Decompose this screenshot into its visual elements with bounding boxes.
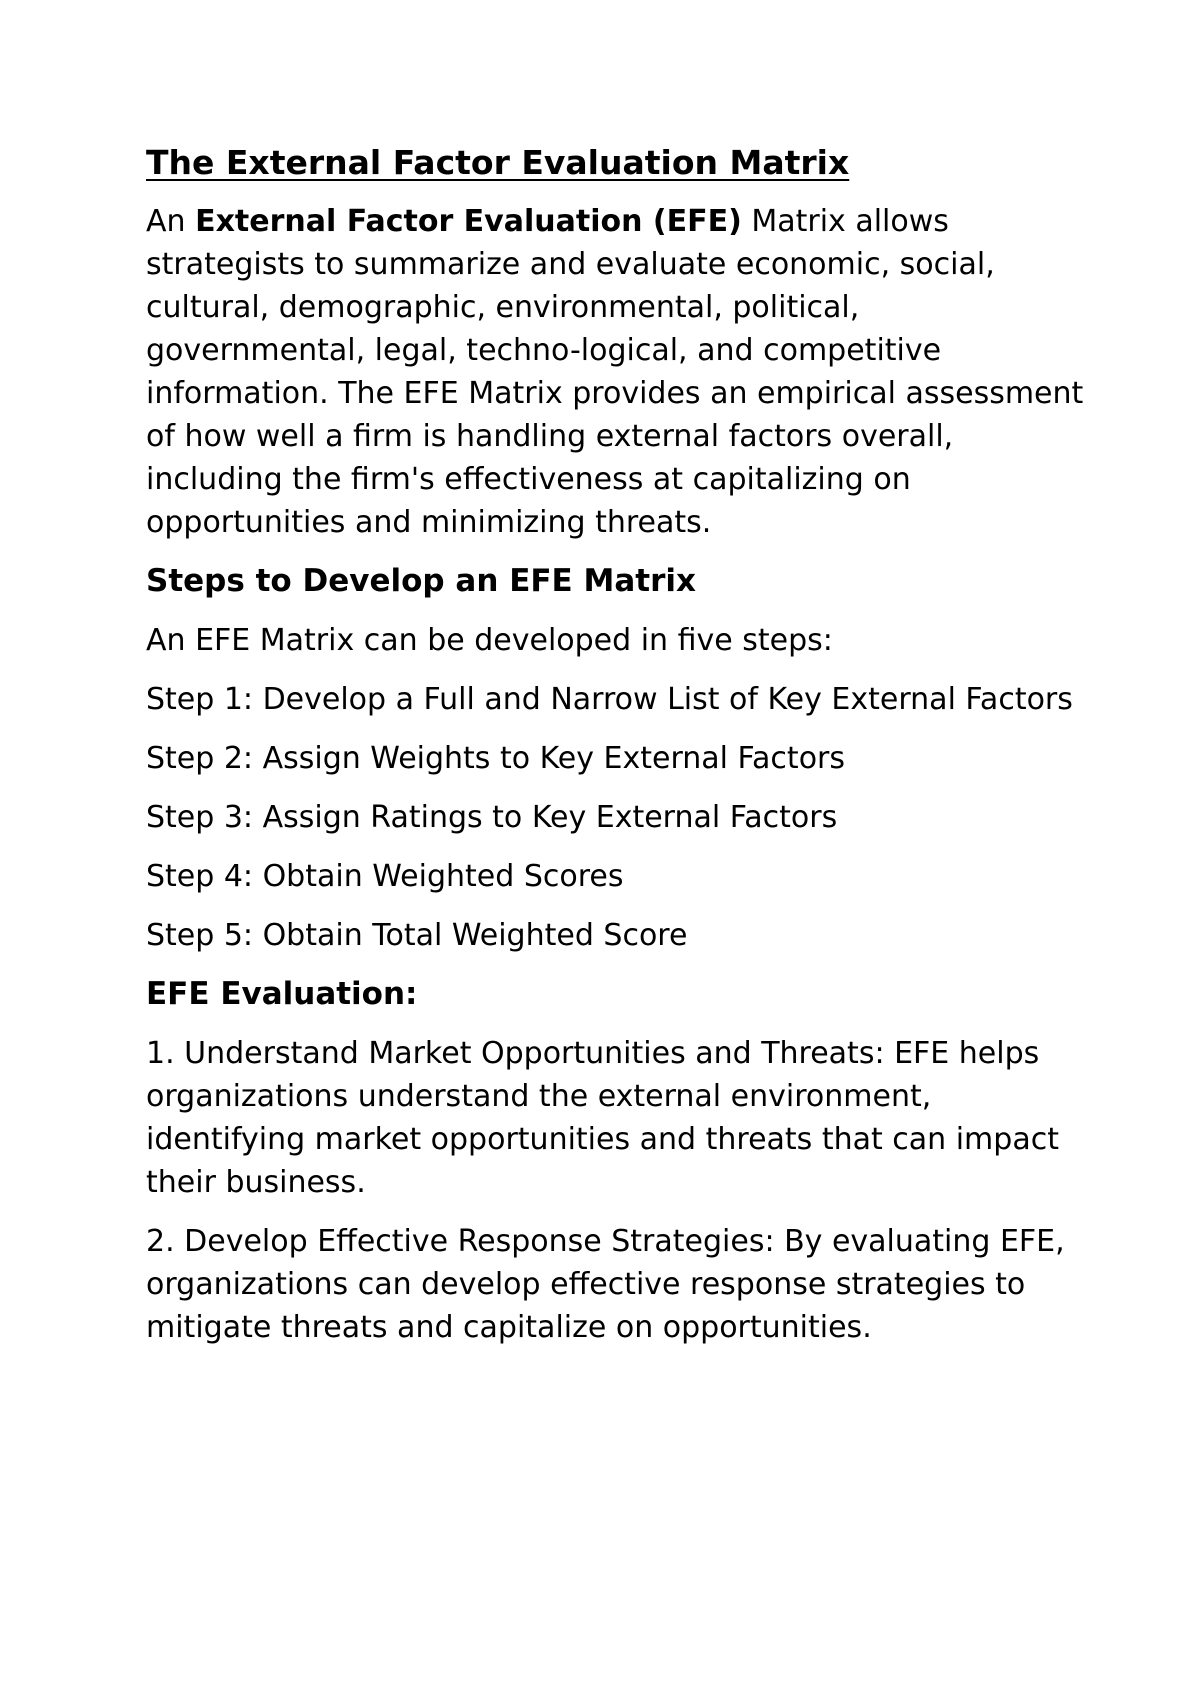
evaluation-heading: EFE Evaluation: xyxy=(146,976,418,1012)
intro-paragraph xyxy=(146,200,1086,544)
document-page xyxy=(146,140,1086,1365)
evaluation-point: 1. Understand Market Opportunities and Threats: EFE helps organizations understand the external environment, identifying market opportunities and threats that can impact their business. xyxy=(146,1036,1059,1200)
steps-heading: Steps to Develop an EFE Matrix xyxy=(146,563,697,599)
intro-rest: Matrix allows strategists to summarize and evaluate economic, social, cultural, demographic, environmental, political, governmental, legal, techno-logical, and competitive information. The EFE Matrix provides an empirical assessment of how well a firm is handling external factors overall, including the firm's effectiveness at capitalizing on opportunities and minimizing threats. xyxy=(146,204,1084,540)
step-item: Step 5: Obtain Total Weighted Score xyxy=(146,918,688,953)
intro-bold-term: External Factor Evaluation (EFE) xyxy=(195,204,742,239)
step-item: Step 4: Obtain Weighted Scores xyxy=(146,859,624,894)
step-item: Step 3: Assign Ratings to Key External Factors xyxy=(146,800,838,835)
step-item: Step 1: Develop a Full and Narrow List of Key External Factors xyxy=(146,682,1073,717)
intro-lead: An xyxy=(146,204,196,239)
step-item: Step 2: Assign Weights to Key External Factors xyxy=(146,741,846,776)
document-title: The External Factor Evaluation Matrix xyxy=(146,143,850,182)
steps-intro: An EFE Matrix can be developed in five steps: xyxy=(146,623,833,658)
evaluation-point: 2. Develop Effective Response Strategies: By evaluating EFE, organizations can develop effective response strategies to mitigate threats and capitalize on opportunities. xyxy=(146,1224,1065,1345)
